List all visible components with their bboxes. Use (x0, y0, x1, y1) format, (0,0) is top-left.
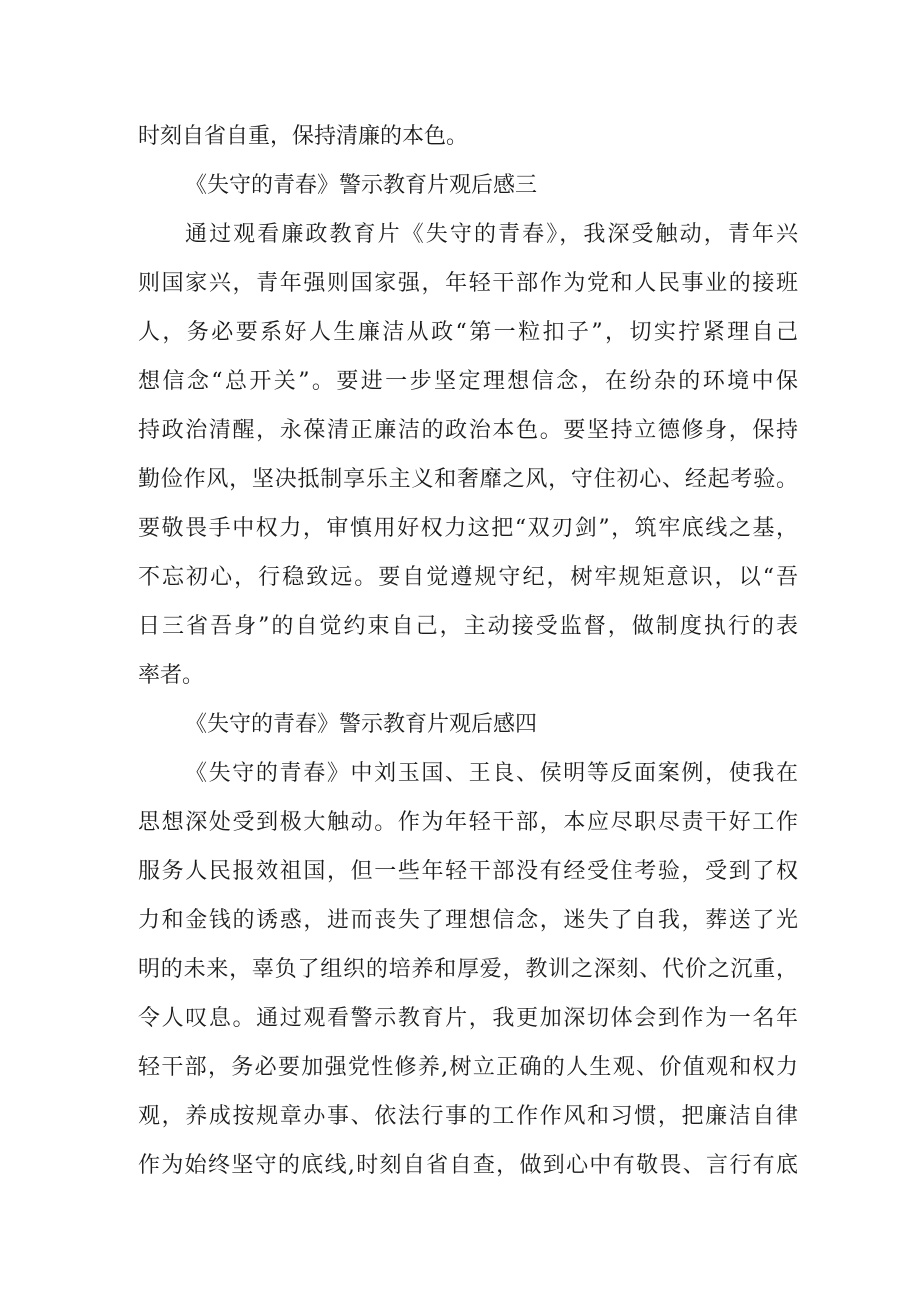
paragraph-line: 观，养成按规章办事、依法行事的工作作风和习惯，把廉洁自律 (138, 1104, 798, 1129)
document-body (138, 112, 798, 1190)
paragraph-line: 轻干部，务必要加强党性修养,树立正确的人生观、价值观和权力 (138, 1055, 798, 1080)
paragraph-line: 想信念“总开关”。要进一步坚定理想信念，在纷杂的环境中保 (138, 369, 798, 394)
paragraph-line: 勤俭作风，坚决抵制享乐主义和奢靡之风，守住初心、经起考验。 (138, 467, 798, 492)
paragraph-line: 明的未来，辜负了组织的培养和厚爱，教训之深刻、代价之沉重， (138, 957, 798, 982)
section-title-4: 《失守的青春》警示教育片观后感四 (185, 712, 538, 737)
section-title-3: 《失守的青春》警示教育片观后感三 (185, 173, 538, 198)
paragraph-line: 《失守的青春》中刘玉国、王良、侯明等反面案例，使我在 (185, 761, 798, 786)
paragraph-line: 思想深处受到极大触动。作为年轻干部，本应尽职尽责干好工作 (138, 810, 798, 835)
paragraph-line: 令人叹息。通过观看警示教育片，我更加深切体会到作为一名年 (138, 1006, 798, 1031)
paragraph-line: 服务人民报效祖国，但一些年轻干部没有经受住考验，受到了权 (138, 859, 798, 884)
paragraph-line: 力和金钱的诱惑，进而丧失了理想信念，迷失了自我，葬送了光 (138, 908, 798, 933)
paragraph-line: 人，务必要系好人生廉洁从政“第一粒扣子”，切实拧紧理自己 (138, 320, 798, 345)
paragraph-line: 率者。 (138, 663, 205, 688)
paragraph-line: 不忘初心，行稳致远。要自觉遵规守纪，树牢规矩意识，以“吾 (138, 565, 798, 590)
paragraph-line: 通过观看廉政教育片《失守的青春》，我深受触动，青年兴 (185, 222, 798, 247)
paragraph-line: 持政治清醒，永葆清正廉洁的政治本色。要坚持立德修身，保持 (138, 418, 798, 443)
paragraph-line: 日三省吾身”的自觉约束自己，主动接受监督，做制度执行的表 (138, 614, 798, 639)
paragraph-line: 要敬畏手中权力，审慎用好权力这把“双刃剑”，筑牢底线之基， (138, 516, 798, 541)
paragraph-line: 作为始终坚守的底线,时刻自省自查，做到心中有敬畏、言行有底 (138, 1153, 798, 1178)
paragraph-closing-line: 时刻自省自重，保持清廉的本色。 (138, 124, 469, 149)
paragraph-line: 则国家兴，青年强则国家强，年轻干部作为党和人民事业的接班 (138, 271, 798, 296)
